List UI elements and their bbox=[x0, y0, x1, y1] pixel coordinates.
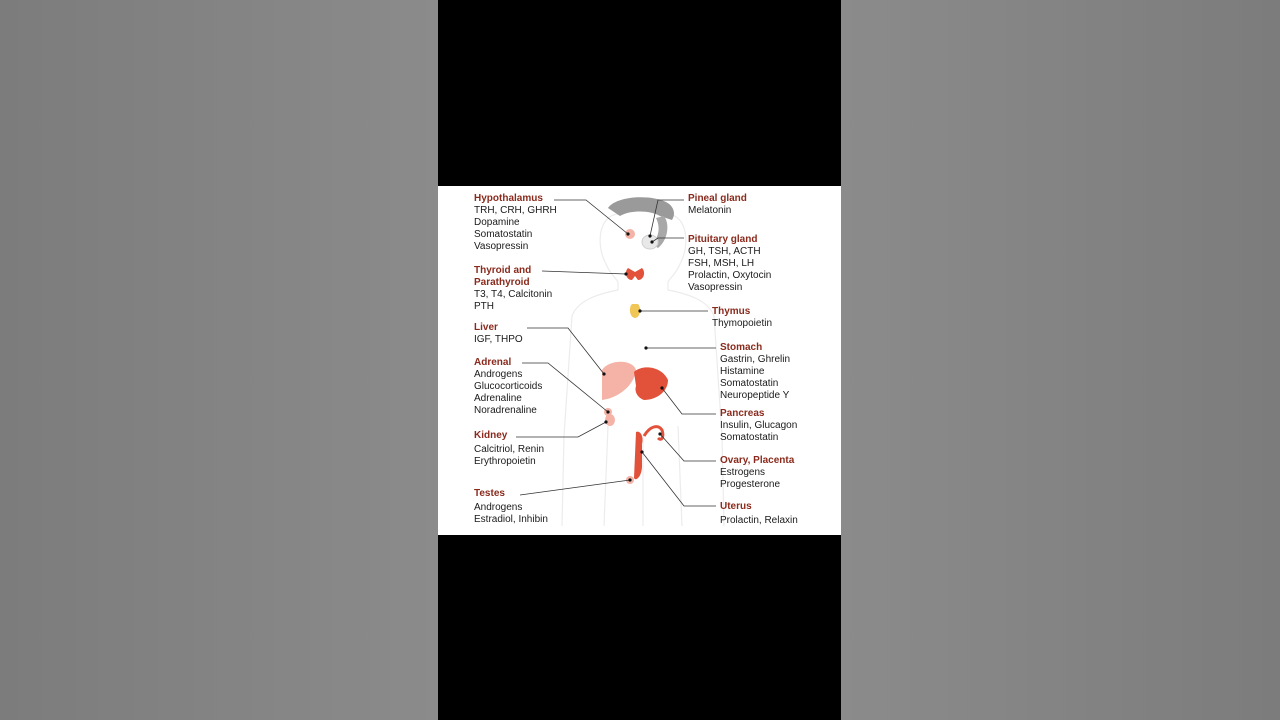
label-pituitary-line-3: Prolactin, Oxytocin bbox=[688, 270, 772, 281]
label-pituitary-line-1: GH, TSH, ACTH bbox=[688, 246, 761, 257]
label-thyroid-line-2: PTH bbox=[474, 301, 494, 312]
label-testes-title: Testes bbox=[474, 488, 505, 499]
label-hypothalamus-line-1: TRH, CRH, GHRH bbox=[474, 205, 557, 216]
label-adrenal bbox=[474, 357, 542, 417]
blurred-background-left bbox=[0, 0, 438, 720]
label-kidney-line-2: Erythropoietin bbox=[474, 456, 536, 467]
label-kidney-title: Kidney bbox=[474, 430, 508, 441]
label-pituitary-line-2: FSH, MSH, LH bbox=[688, 258, 755, 269]
label-stomach-title: Stomach bbox=[720, 342, 763, 353]
label-adrenal-line-4: Noradrenaline bbox=[474, 405, 537, 416]
thyroid-organ bbox=[626, 268, 644, 280]
label-uterus bbox=[720, 501, 798, 527]
label-pineal bbox=[688, 193, 747, 217]
label-hypothalamus-line-4: Vasopressin bbox=[474, 241, 529, 252]
label-thyroid-title: Thyroid and bbox=[474, 265, 532, 276]
label-hypothalamus bbox=[474, 193, 557, 253]
kidney-organ bbox=[605, 414, 615, 426]
label-adrenal-title: Adrenal bbox=[474, 357, 512, 368]
label-ovary-line-2: Progesterone bbox=[720, 479, 781, 490]
label-stomach-line-2: Histamine bbox=[720, 366, 765, 377]
label-adrenal-line-2: Glucocorticoids bbox=[474, 381, 543, 392]
label-testes-line-2: Estradiol, Inhibin bbox=[474, 514, 548, 525]
label-thyroid-line-1: T3, T4, Calcitonin bbox=[474, 289, 553, 300]
label-testes bbox=[474, 488, 548, 526]
label-pancreas-line-2: Somatostatin bbox=[720, 432, 779, 443]
label-pituitary bbox=[688, 234, 771, 294]
label-pancreas bbox=[720, 408, 797, 444]
label-hypothalamus-title: Hypothalamus bbox=[474, 193, 543, 204]
label-liver-title: Liver bbox=[474, 322, 498, 333]
liver-organ bbox=[602, 362, 636, 400]
label-kidney-line-1: Calcitriol, Renin bbox=[474, 444, 545, 455]
label-pituitary-line-4: Vasopressin bbox=[688, 282, 743, 293]
uterus-organ bbox=[634, 432, 643, 480]
label-uterus-line-1: Prolactin, Relaxin bbox=[720, 515, 798, 526]
label-thymus-title: Thymus bbox=[712, 306, 751, 317]
label-adrenal-line-1: Androgens bbox=[474, 369, 523, 380]
label-ovary-title: Ovary, Placenta bbox=[720, 455, 795, 466]
label-thyroid-title-2: Parathyroid bbox=[474, 277, 530, 288]
label-stomach-line-3: Somatostatin bbox=[720, 378, 779, 389]
label-ovary-line-1: Estrogens bbox=[720, 467, 766, 478]
leader-dots bbox=[602, 232, 663, 481]
label-stomach-line-1: Gastrin, Ghrelin bbox=[720, 354, 791, 365]
label-stomach bbox=[720, 342, 790, 402]
label-uterus-title: Uterus bbox=[720, 501, 752, 512]
label-pineal-line-1: Melatonin bbox=[688, 205, 732, 216]
label-testes-line-1: Androgens bbox=[474, 502, 523, 513]
label-liver bbox=[474, 322, 523, 346]
label-kidney bbox=[474, 430, 544, 468]
endocrine-diagram bbox=[438, 186, 841, 535]
label-liver-line-1: IGF, THPO bbox=[474, 334, 523, 345]
label-thymus bbox=[712, 306, 772, 330]
stomach-organ bbox=[634, 367, 668, 400]
blurred-background-right bbox=[841, 0, 1280, 720]
label-stomach-line-4: Neuropeptide Y bbox=[720, 390, 790, 401]
label-thymus-line-1: Thymopoietin bbox=[712, 318, 773, 329]
label-adrenal-line-3: Adrenaline bbox=[474, 393, 522, 404]
label-hypothalamus-line-3: Somatostatin bbox=[474, 229, 533, 240]
label-thyroid bbox=[474, 265, 552, 313]
label-pancreas-title: Pancreas bbox=[720, 408, 765, 419]
label-pituitary-title: Pituitary gland bbox=[688, 234, 758, 245]
video-frame bbox=[438, 0, 841, 720]
label-pancreas-line-1: Insulin, Glucagon bbox=[720, 420, 798, 431]
label-hypothalamus-line-2: Dopamine bbox=[474, 217, 520, 228]
label-ovary bbox=[720, 455, 794, 491]
label-pineal-title: Pineal gland bbox=[688, 193, 747, 204]
